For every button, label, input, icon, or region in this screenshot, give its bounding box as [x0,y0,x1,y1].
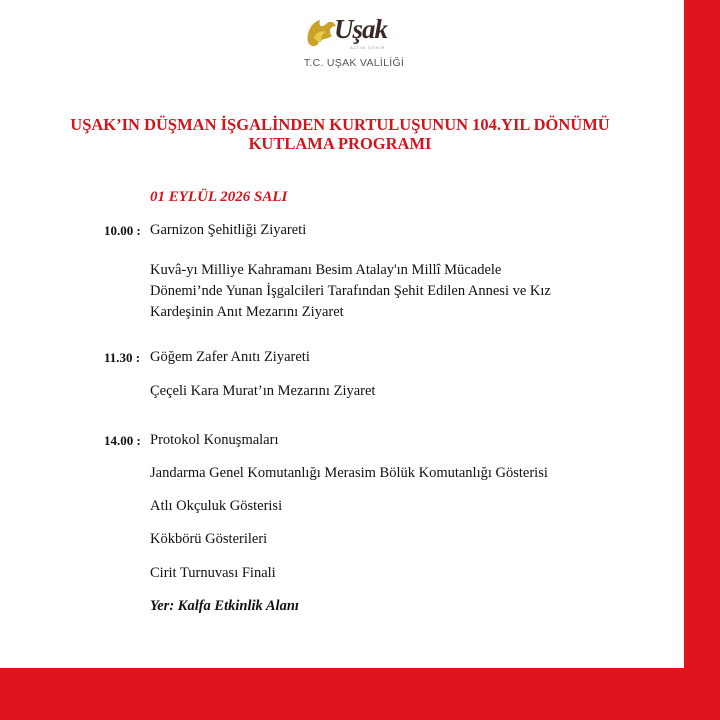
time-slot-1130: 11.30 : [104,350,141,365]
logo-caption: T.C. UŞAK VALİLİĞİ [303,57,405,69]
program-item: Atlı Okçuluk Gösterisi [150,498,283,514]
event-date: 01 EYLÜL 2026 SALI [150,189,288,205]
program-item: Kardeşinin Anıt Mezarını Ziyaret [150,304,344,320]
program-item: Çeçeli Kara Murat’ın Mezarını Ziyaret [150,383,376,399]
program-item: Göğem Zafer Anıtı Ziyareti [150,349,310,365]
logo-tagline: ALTIN ŞEHİR [350,45,386,50]
venue-label: Yer: Kalfa Etkinlik Alanı [150,598,299,614]
page-title-line-1: UŞAK’IN DÜŞMAN İŞGALİNDEN KURTULUŞUNUN 104.YIL DÖNÜMÜ [70,115,610,134]
program-item: Protokol Konuşmaları [150,432,279,448]
red-frame-right [684,0,720,720]
program-item: Jandarma Genel Komutanlığı Merasim Bölük Komutanlığı Gösterisi [150,465,548,481]
time-slot-1000: 10.00 : [104,223,141,238]
red-frame-bottom [0,668,720,720]
program-item: Cirit Turnuvası Finali [150,565,276,581]
program-item: Dönemi’nde Yunan İşgalcileri Tarafından Şehit Edilen Annesi ve Kız [150,283,551,299]
program-item: Kuvâ-yı Milliye Kahramanı Besim Atalay'ın Millî Mücadele [150,262,502,278]
program-item: Kökbörü Gösterileri [150,531,268,547]
time-slot-1400: 14.00 : [104,433,141,448]
page-title-line-2: KUTLAMA PROGRAMI [248,134,432,153]
logo-wordmark: Uşak [334,14,388,44]
program-item: Garnizon Şehitliği Ziyareti [150,222,307,238]
usak-logo [302,12,406,72]
